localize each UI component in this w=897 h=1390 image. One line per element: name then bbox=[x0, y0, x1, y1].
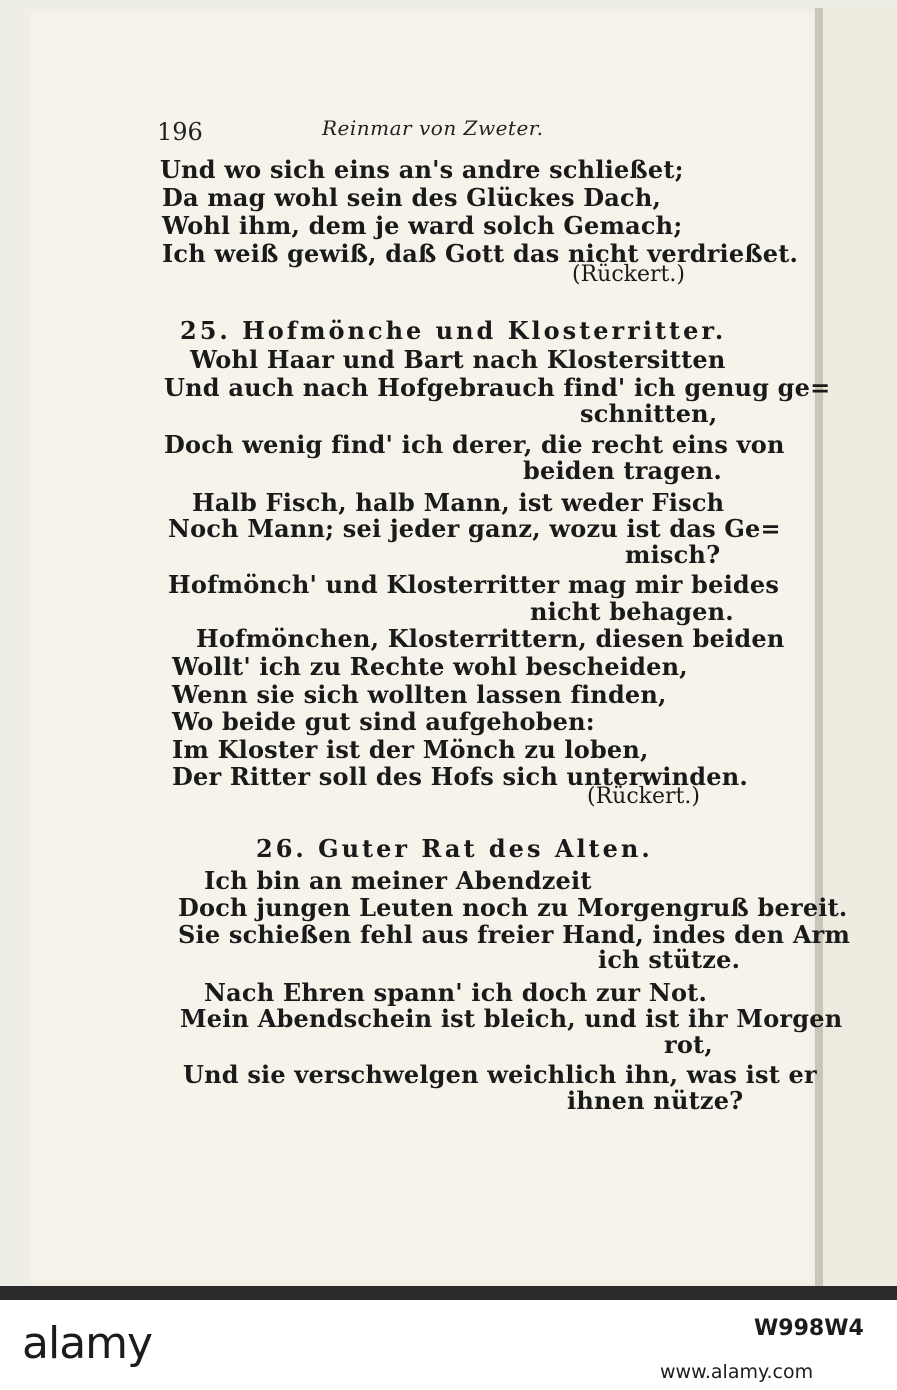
author-credit: (Rückert.) bbox=[572, 262, 685, 287]
poem-line: schnitten, bbox=[580, 399, 718, 428]
poem-line: Hofmönch' und Klosterritter mag mir beides bbox=[168, 570, 780, 599]
poem-line: ihnen nütze? bbox=[567, 1086, 744, 1115]
poem-line: Ich weiß gewiß, daß Gott das nicht verdrießet. bbox=[162, 239, 799, 268]
poem-line: Und auch nach Hofgebrauch find' ich genug ge= bbox=[164, 373, 831, 402]
logo: alamy bbox=[22, 1318, 153, 1369]
poem-line: Hofmönchen, Klosterrittern, diesen beiden bbox=[196, 624, 785, 653]
site-url: www.alamy.com bbox=[660, 1361, 814, 1383]
poem-line: Mein Abendschein ist bleich, und ist ihr Morgen bbox=[180, 1004, 843, 1033]
poem-heading: 26. Guter Rat des Alten. bbox=[256, 834, 653, 863]
author-credit: (Rückert.) bbox=[587, 784, 700, 809]
poem-line: Wollt' ich zu Rechte wohl bescheiden, bbox=[172, 652, 688, 681]
poem-heading: 25. Hofmönche und Klosterritter. bbox=[180, 316, 727, 345]
poem-line: Wo beide gut sind aufgehoben: bbox=[172, 707, 595, 736]
poem-line: Nach Ehren spann' ich doch zur Not. bbox=[204, 978, 708, 1007]
scan-edge-band bbox=[0, 1286, 897, 1300]
poem-line: Noch Mann; sei jeder ganz, wozu ist das Ge= bbox=[168, 514, 781, 543]
poem-line: misch? bbox=[625, 540, 721, 569]
poem-line: Doch wenig find' ich derer, die recht eins von bbox=[164, 430, 785, 459]
poem-line: Im Kloster ist der Mönch zu loben, bbox=[172, 735, 649, 764]
page-number: 196 bbox=[157, 118, 203, 146]
poem-line: Wohl ihm, dem je ward solch Gemach; bbox=[162, 211, 683, 240]
book-spine bbox=[815, 8, 823, 1286]
poem-line: rot, bbox=[664, 1030, 713, 1059]
poem-line: Da mag wohl sein des Glückes Dach, bbox=[162, 183, 662, 212]
poem-line: Und wo sich eins an's andre schließet; bbox=[160, 155, 684, 184]
poem-line: Und sie verschwelgen weichlich ihn, was ist er bbox=[183, 1060, 817, 1089]
poem-line: Ich bin an meiner Abendzeit bbox=[204, 866, 592, 895]
poem-line: Sie schießen fehl aus freier Hand, indes den Arm bbox=[178, 920, 851, 949]
poem-line: Der Ritter soll des Hofs sich unterwinden. bbox=[172, 762, 748, 791]
image-id: W998W4 bbox=[754, 1316, 864, 1341]
poem-line: Doch jungen Leuten noch zu Morgengruß bereit. bbox=[178, 893, 848, 922]
poem-line: nicht behagen. bbox=[530, 597, 734, 626]
adjacent-page bbox=[823, 8, 897, 1286]
poem-line: Halb Fisch, halb Mann, ist weder Fisch bbox=[192, 488, 725, 517]
poem-line: Wohl Haar und Bart nach Klostersitten bbox=[190, 345, 726, 374]
poem-line: beiden tragen. bbox=[523, 456, 722, 485]
running-head: Reinmar von Zweter. bbox=[322, 116, 544, 140]
poem-line: ich stütze. bbox=[598, 945, 741, 974]
poem-line: Wenn sie sich wollten lassen finden, bbox=[172, 680, 667, 709]
